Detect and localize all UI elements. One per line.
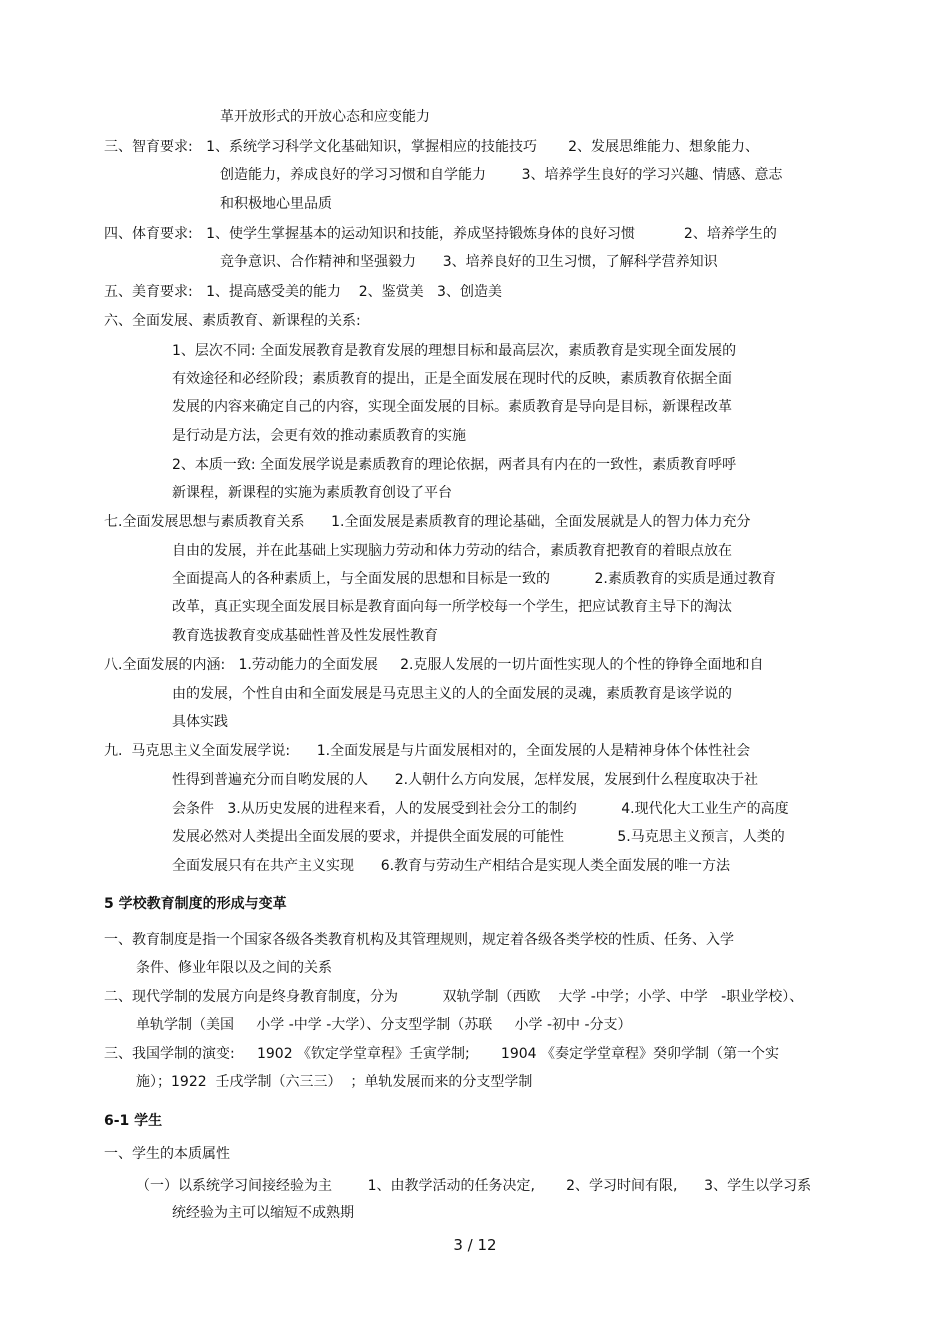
- text-line: 全面提高人的各种素质上，与全面发展的思想和目标是一致的 2.素质教育的实质是通过教育: [172, 571, 776, 587]
- text-line: 有效途径和必经阶段；素质教育的提出，正是全面发展在现时代的反映，素质教育依据全面: [172, 371, 732, 387]
- page-number: 3 / 12: [453, 1236, 497, 1254]
- text-line: 改革，真正实现全面发展目标是教育面向每一所学校每一个学生，把应试教育主导下的淘汰: [172, 599, 732, 615]
- text-line: 三、我国学制的演变: 1902 《钦定学堂章程》壬寅学制; 1904 《奏定学堂章程》癸卯学制（第一个实: [104, 1046, 779, 1062]
- text-line: 会条件 3.从历史发展的进程来看，人的发展受到社会分工的制约 4.现代化大工业生产的高度: [172, 801, 789, 817]
- text-line: 六、全面发展、素质教育、新课程的关系:: [104, 313, 361, 329]
- text-line: 四、体育要求: 1、使学生掌握基本的运动知识和技能，养成坚持锻炼身体的良好习惯 2、培养学生的: [104, 226, 777, 242]
- text-line: 1、层次不同: 全面发展教育是教育发展的理想目标和最高层次，素质教育是实现全面发展的: [172, 343, 737, 359]
- text-line: 一、教育制度是指一个国家各级各类教育机构及其管理规则，规定着各级各类学校的性质、任务、入学: [104, 932, 734, 948]
- text-line: 新课程，新课程的实施为素质教育创设了平台: [172, 485, 452, 501]
- text-line: 施）；1922 壬戌学制（六三三） ；单轨发展而来的分支型学制: [136, 1074, 533, 1090]
- text-line: 由的发展，个性自由和全面发展是马克思主义的人的全面发展的灵魂，素质教育是该学说的: [172, 686, 732, 702]
- section-heading: 5 学校教育制度的形成与变革: [104, 896, 287, 912]
- text-line: 2、本质一致: 全面发展学说是素质教育的理论依据，两者具有内在的一致性，素质教育呼呼: [172, 457, 737, 473]
- section-heading: 6-1 学生: [104, 1113, 163, 1129]
- text-line: 九. 马克思主义全面发展学说: 1.全面发展是与片面发展相对的，全面发展的人是精神身体个体性社会: [104, 743, 751, 759]
- text-line: 二、现代学制的发展方向是终身教育制度，分为 双轨学制（西欧 大学 -中学；小学、中学 -职业学校）、: [104, 989, 804, 1005]
- text-line: 五、美育要求: 1、提高感受美的能力 2、鉴赏美 3、创造美: [104, 284, 502, 300]
- text-line: 创造能力，养成良好的学习习惯和自学能力 3、培养学生良好的学习兴趣、情感、意志: [220, 167, 783, 183]
- text-line: 统经验为主可以缩短不成熟期: [172, 1205, 354, 1221]
- text-line: 是行动是方法，会更有效的推动素质教育的实施: [172, 428, 466, 444]
- text-line: 性得到普遍充分而自哟发展的人 2.人朝什么方向发展，怎样发展，发展到什么程度取决于社: [172, 772, 759, 788]
- text-line: 自由的发展，并在此基础上实现脑力劳动和体力劳动的结合，素质教育把教育的着眼点放在: [172, 543, 732, 559]
- text-line: 全面发展只有在共产主义实现 6.教育与劳动生产相结合是实现人类全面发展的唯一方法: [172, 858, 731, 874]
- text-line: （一）以系统学习间接经验为主 1、由教学活动的任务决定, 2、学习时间有限, 3、学生以学习系: [136, 1178, 812, 1194]
- text-line: 和积极地心里品质: [220, 196, 332, 212]
- text-line: 具体实践: [172, 714, 228, 730]
- text-line: 八.全面发展的内涵: 1.劳动能力的全面发展 2.克服人发展的一切片面性实现人的个性的铮铮全面地和自: [104, 657, 764, 673]
- text-line: 发展的内容来确定自己的内容，实现全面发展的目标。素质教育是导向是目标，新课程改革: [172, 399, 732, 415]
- text-line: 三、智育要求: 1、系统学习科学文化基础知识，掌握相应的技能技巧 2、发展思维能力、想象能力、: [104, 139, 760, 155]
- text-line: 革开放形式的开放心态和应变能力: [220, 109, 430, 125]
- text-line: 单轨学制（美国 小学 -中学 -大学）、分支型学制（苏联 小学 -初中 -分支）: [136, 1017, 632, 1033]
- text-line: 七.全面发展思想与素质教育关系 1.全面发展是素质教育的理论基础，全面发展就是人的智力体力充分: [104, 514, 751, 530]
- text-line: 一、学生的本质属性: [104, 1146, 230, 1162]
- text-line: 发展必然对人类提出全面发展的要求，并提供全面发展的可能性 5.马克思主义预言，人类的: [172, 829, 785, 845]
- text-line: 竞争意识、合作精神和坚强毅力 3、培养良好的卫生习惯，了解科学营养知识: [220, 254, 718, 270]
- text-line: 条件、修业年限以及之间的关系: [136, 960, 332, 976]
- text-line: 教育选拔教育变成基础性普及性发展性教育: [172, 628, 438, 644]
